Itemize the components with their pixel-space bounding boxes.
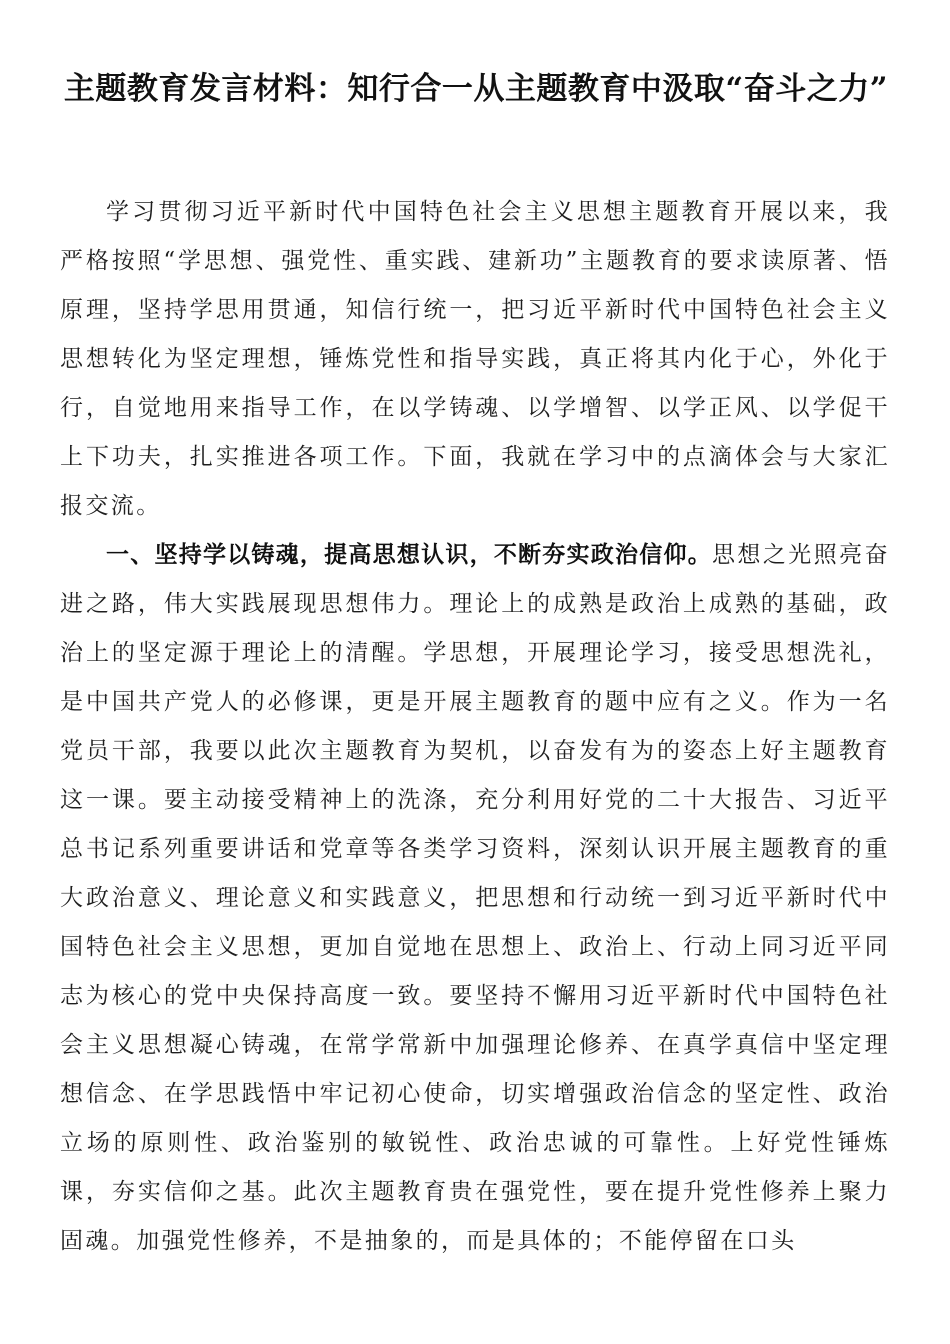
document-title: 主题教育发言材料：知行合一从主题教育中汲取“奋斗之力”: [63, 71, 889, 107]
intro-paragraph: 学习贯彻习近平新时代中国特色社会主义思想主题教育开展以来，我严格按照“学思想、强党性、重实践、建新功”主题教育的要求读原著、悟原理，坚持学思用贯通，知信行统一，把习近平新时代中国特色社会主义思想转化为坚定理想，锤炼党性和指导实践，真正将其内化于心，外化于行，自觉地用来指导工作，在以学铸魂、以学增智、以学正风、以学促干上下功夫，扎实推进各项工作。下面，我就在学习中的点滴体会与大家汇报交流。: [60, 199, 890, 519]
document-body: [60, 188, 890, 1266]
section-1-body: 思想之光照亮奋进之路，伟大实践展现思想伟力。理论上的成熟是政治上成熟的基础，政治上的坚定源于理论上的清醒。学思想，开展理论学习，接受思想洗礼，是中国共产党人的必修课，更是开展主题教育的题中应有之义。作为一名党员干部，我要以此次主题教育为契机，以奋发有为的姿态上好主题教育这一课。要主动接受精神上的洗涤，充分利用好党的二十大报告、习近平总书记系列重要讲话和党章等各类学习资料，深刻认识开展主题教育的重大政治意义、理论意义和实践意义，把思想和行动统一到习近平新时代中国特色社会主义思想，更加自觉地在思想上、政治上、行动上同习近平同志为核心的党中央保持高度一致。要坚持不懈用习近平新时代中国特色社会主义思想凝心铸魂，在常学常新中加强理论修养、在真学真信中坚定理想信念、在学思践悟中牢记初心使命，切实增强政治信念的坚定性、政治立场的原则性、政治鉴别的敏锐性、政治忠诚的可靠性。上好党性锤炼课，夯实信仰之基。此次主题教育贵在强党性，要在提升党性修养上聚力固魂。加强党性修养，不是抽象的，而是具体的；不能停留在口头: [60, 542, 890, 1254]
section-1-paragraph: [60, 531, 890, 1266]
section-1-heading: 一、坚持学以铸魂，提高思想认识，不断夯实政治信仰。: [106, 542, 712, 568]
